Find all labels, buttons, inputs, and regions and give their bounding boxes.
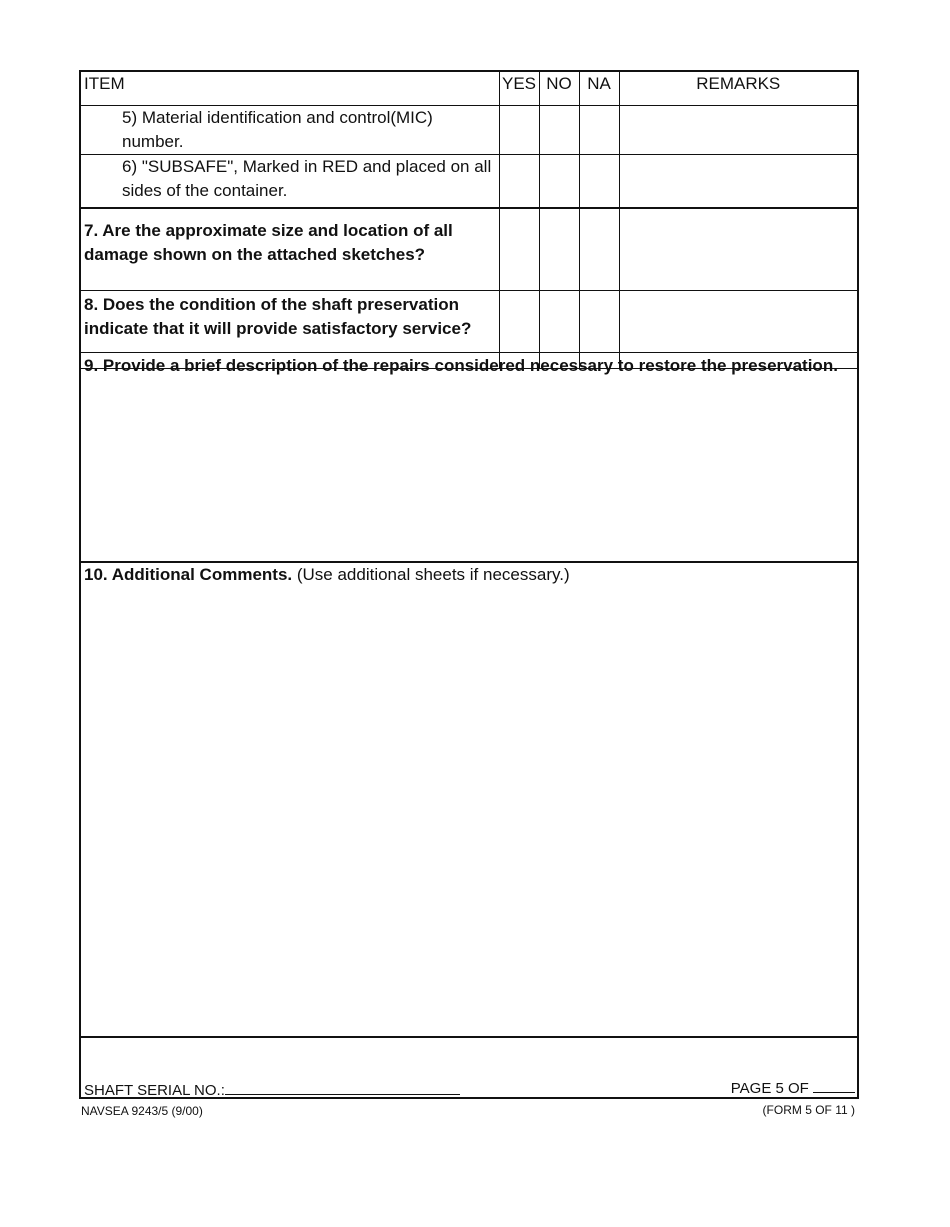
form-frame bbox=[79, 70, 859, 1099]
checklist-table bbox=[81, 72, 857, 369]
form-identifier: NAVSEA 9243/5 (9/00) bbox=[81, 1104, 203, 1118]
yes-cell[interactable] bbox=[499, 155, 539, 209]
na-cell[interactable] bbox=[579, 106, 619, 155]
page-number-line bbox=[731, 1077, 855, 1098]
header-yes: YES bbox=[499, 72, 539, 106]
additional-comments-hint: (Use additional sheets if necessary.) bbox=[292, 565, 570, 584]
table-row bbox=[81, 208, 857, 291]
page-label: PAGE 5 OF bbox=[730, 1080, 809, 1097]
na-cell[interactable] bbox=[579, 208, 619, 291]
no-cell[interactable] bbox=[539, 155, 579, 209]
repairs-description-label: 9. Provide a brief description of the repairs considered necessary to restore the preservation. bbox=[84, 356, 838, 375]
remarks-cell[interactable] bbox=[619, 155, 857, 209]
header-no: NO bbox=[539, 72, 579, 106]
item-text: 6) "SUBSAFE", Marked in RED and placed on all sides of the container. bbox=[81, 155, 499, 209]
header-remarks: REMARKS bbox=[619, 72, 857, 106]
header-item: ITEM bbox=[81, 72, 499, 106]
no-cell[interactable] bbox=[539, 106, 579, 155]
item-text: 5) Material identification and control(MIC) number. bbox=[81, 106, 499, 155]
additional-comments-section[interactable] bbox=[81, 562, 857, 1038]
repairs-description-section[interactable] bbox=[81, 352, 857, 563]
shaft-serial-field[interactable] bbox=[225, 1079, 460, 1095]
item-text: 7. Are the approximate size and location of all damage shown on the attached sketches? bbox=[81, 208, 499, 291]
page-total-field[interactable] bbox=[813, 1077, 855, 1093]
table-header-row bbox=[81, 72, 857, 106]
shaft-serial-line bbox=[84, 1079, 460, 1100]
header-na: NA bbox=[579, 72, 619, 106]
na-cell[interactable] bbox=[579, 155, 619, 209]
table-row bbox=[81, 106, 857, 155]
form-count: (FORM 5 OF 11 ) bbox=[762, 1103, 855, 1117]
no-cell[interactable] bbox=[539, 208, 579, 291]
item-text: 8. Does the condition of the shaft preservation indicate that it will provide satisfactory service? bbox=[81, 291, 499, 369]
yes-cell[interactable] bbox=[499, 208, 539, 291]
remarks-cell[interactable] bbox=[619, 106, 857, 155]
yes-cell[interactable] bbox=[499, 106, 539, 155]
table-row bbox=[81, 155, 857, 209]
remarks-cell[interactable] bbox=[619, 208, 857, 291]
shaft-serial-label: SHAFT SERIAL NO.: bbox=[84, 1082, 225, 1099]
additional-comments-label: 10. Additional Comments. bbox=[84, 565, 293, 584]
